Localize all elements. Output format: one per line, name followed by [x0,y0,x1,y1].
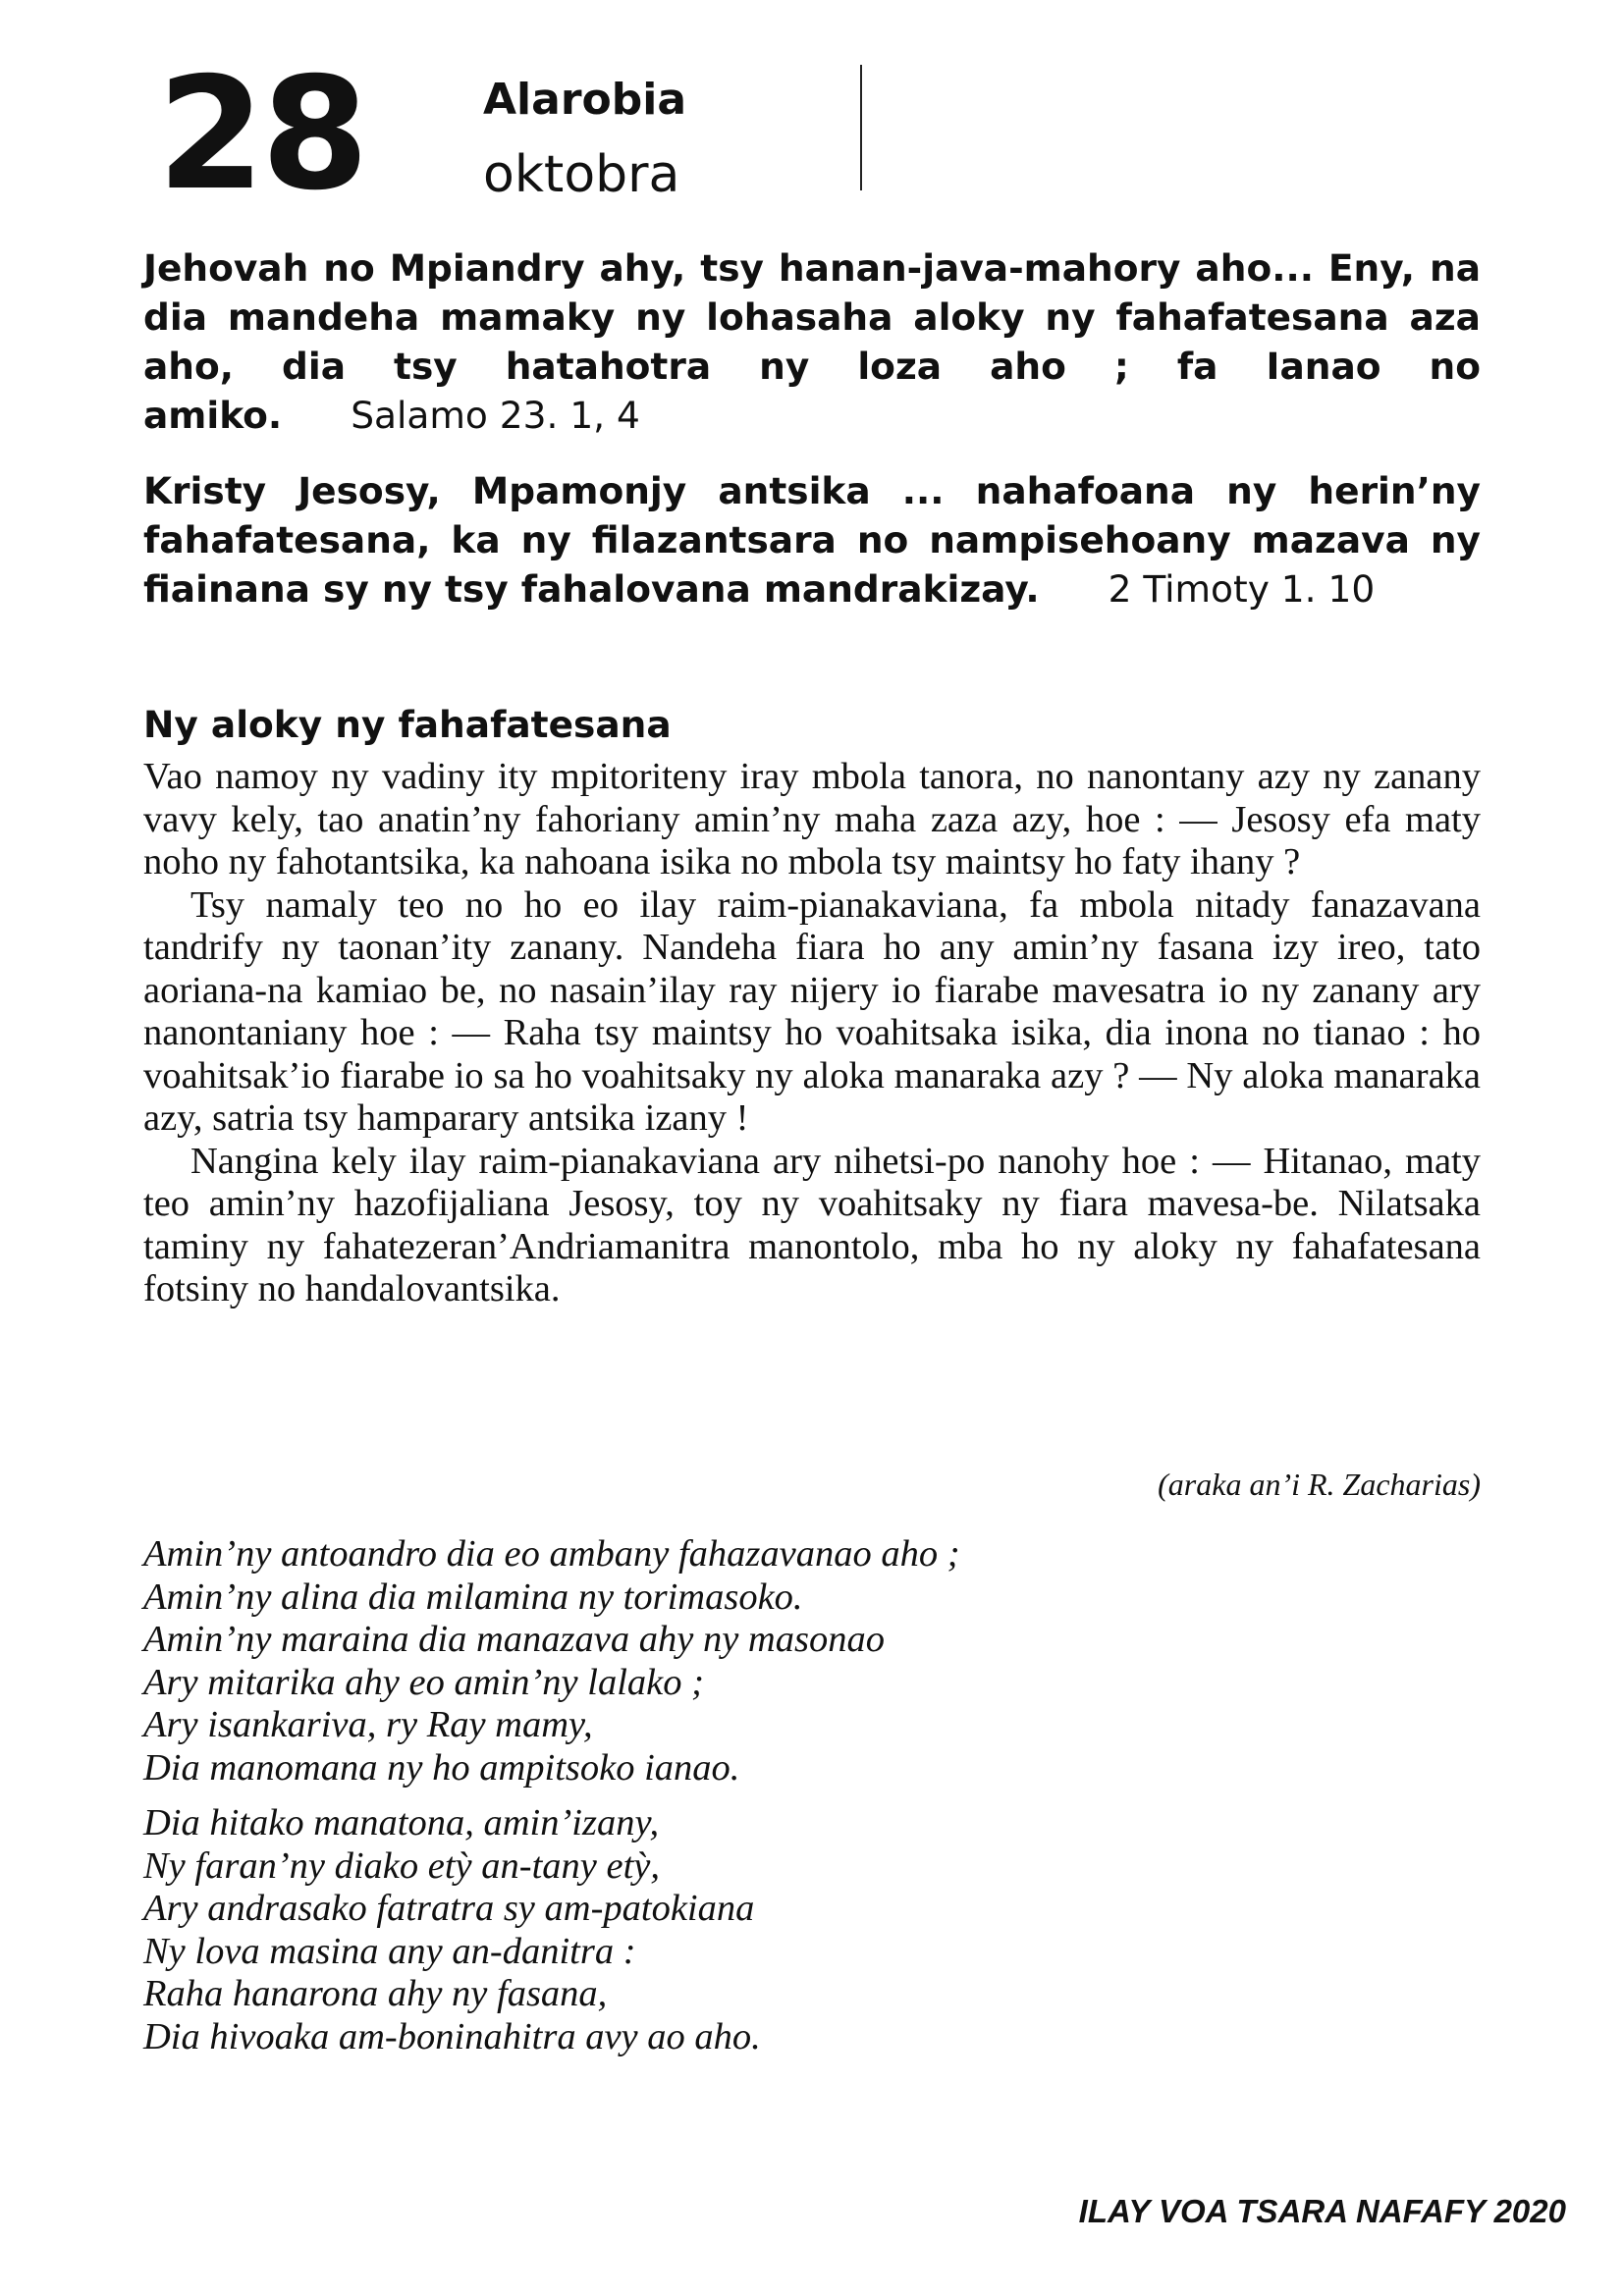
poem-line: Ny lova masina any an-danitra : [143,1930,636,1972]
poem-line: Amin’ny maraina dia manazava ahy ny masonao [143,1619,885,1660]
header-divider [860,65,862,190]
article-paragraph: Nangina kely ilay raim-pianakaviana ary nihetsi-po nanohy hoe : — Hitanao, maty teo amin’ny hazofijaliana Jesosy, toy ny voahitsaky ny fiara mavesa-be. Nilatsaka taminy ny fahatezeran’Andriamanitra manontolo, mba ho ny aloky ny fahafatesana fotsiny no handalovantsika. [143,1140,1481,1309]
verse-1-reference: Salamo 23. 1, 4 [351,394,640,437]
poem-line: Amin’ny antoandro dia eo ambany fahazavanao aho ; [143,1533,960,1575]
poem-line: Raha hanarona ahy ny fasana, [143,1973,608,2014]
poem-line: Dia hivoaka am-boninahitra avy ao aho. [143,2015,761,2057]
poem-line: Ary andrasako fatratra sy am-patokiana [143,1888,755,1929]
poem-line: Ary mitarika ahy eo amin’ny lalako ; [143,1661,704,1703]
verse-2-text: Kristy Jesosy, Mpamonjy antsika ... nahafoana ny herin’ny fahafatesana, ka ny filazantsara no nampisehoany mazava ny fiainana sy ny tsy fahalovana mandrakizay. [143,469,1481,611]
poem-line: Dia manomana ny ho ampitsoko ianao. [143,1746,740,1789]
poem-stanza-2 [143,1802,1420,2058]
verse-2-reference: 2 Timoty 1. 10 [1108,567,1376,611]
poem-line: Amin’ny alina dia milamina ny torimasoko. [143,1575,803,1618]
poem-line: Ny faran’ny diako etỳ an-tany etỳ, [143,1844,660,1887]
article-attribution: (araka an’i R. Zacharias) [1158,1467,1481,1502]
month-label: oktobra [483,145,680,204]
weekday-label: Alarobia [483,75,687,125]
poem-line: Dia hitako manatona, amin’izany, [143,1802,660,1843]
footer-publication: ILAY VOA TSARA NAFAFY 2020 [1078,2193,1566,2229]
article-paragraph: Vao namoy ny vadiny ity mpitoriteny iray mbola tanora, no nanontany azy ny zanany vavy kely, tao anatin’ny fahoriany amin’ny maha zaza azy, hoe : — Jesosy efa maty noho ny fahotantsika, ka nahoana isika no mbola tsy maintsy ho faty ihany ? [143,756,1481,882]
poem-line: Ary isankariva, ry Ray mamy, [143,1704,593,1745]
poem-stanza-1 [143,1533,1420,1789]
article-title: Ny aloky ny fahafatesana [143,703,672,746]
verse-1-text: Jehovah no Mpiandry ahy, tsy hanan-java-mahory aho... Eny, na dia mandeha mamaky ny lohasaha aloky ny fahafatesana aza aho, dia tsy hatahotra ny loza aho ; fa Ianao no amiko. [143,246,1481,437]
date-number: 28 [157,44,365,225]
article-body [143,756,1481,1311]
verse-2 [143,466,1481,614]
verse-1 [143,243,1481,440]
article-paragraph: Tsy namaly teo no ho eo ilay raim-pianakaviana, fa mbola nitady fanazavana tandrify ny taonan’ity zanany. Nandeha fiara ho any amin’ny fasana izy ireo, tato aoriana-na kamiao be, no nasain’ilay ray nijery io fiarabe mavesatra io ny zanany ary nanontaniany hoe : — Raha tsy maintsy ho voahitsaka isika, dia inona no tianao : ho voahitsak’io fiarabe io sa ho voahitsaky ny aloka manaraka azy ? — Ny aloka manaraka azy, satria tsy hamparary antsika izany ! [143,883,1481,1139]
